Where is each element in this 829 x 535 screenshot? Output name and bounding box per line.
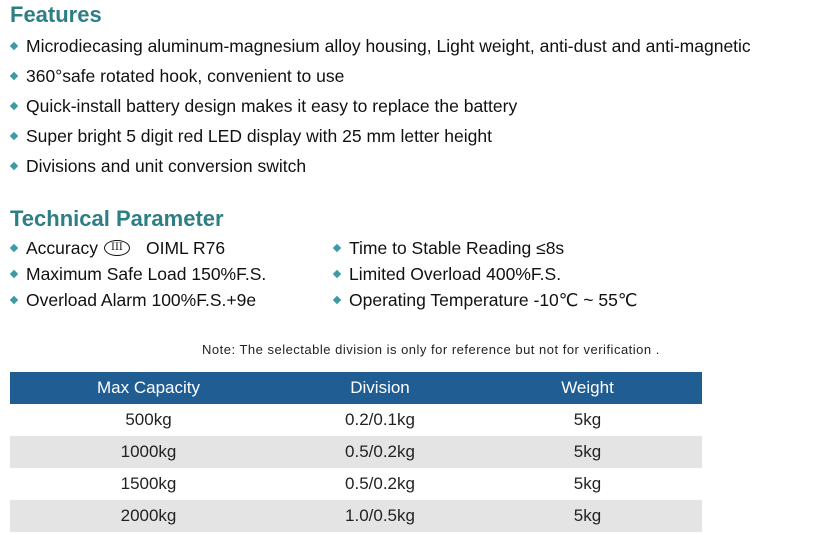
division-cell: 0.5/0.2kg [287, 468, 473, 500]
table-row [10, 500, 702, 532]
diamond-bullet-icon [10, 244, 18, 252]
diamond-bullet-icon [333, 270, 341, 278]
list-item: Divisions and unit conversion switch [11, 151, 751, 181]
list-item: Accuracy III OIML R76 [11, 235, 266, 261]
weight-cell: 5kg [473, 404, 702, 436]
technical-parameter-heading: Technical Parameter [10, 206, 224, 231]
column-header-max-capacity: Max Capacity [10, 372, 287, 404]
table-row [10, 404, 702, 436]
diamond-bullet-icon [10, 270, 18, 278]
list-item: Limited Overload 400%F.S. [334, 261, 638, 287]
list-item: 360°safe rotated hook, convenient to use [11, 61, 751, 91]
list-item: Maximum Safe Load 150%F.S. [11, 261, 266, 287]
table-row [10, 468, 702, 500]
max-capacity-cell: 500kg [10, 404, 287, 436]
features-heading: Features [10, 2, 102, 27]
diamond-bullet-icon [10, 162, 18, 170]
list-item: Quick-install battery design makes it easy to replace the battery [11, 91, 751, 121]
diamond-bullet-icon [10, 102, 18, 110]
capacity-table [10, 372, 702, 532]
column-header-division: Division [287, 372, 473, 404]
technical-parameter-left-list [11, 235, 266, 313]
technical-parameter-right-list [334, 235, 638, 313]
list-item: Super bright 5 digit red LED display with 25 mm letter height [11, 121, 751, 151]
list-item: Overload Alarm 100%F.S.+9e [11, 287, 266, 313]
diamond-bullet-icon [10, 296, 18, 304]
features-list [11, 31, 751, 181]
table-header-row [10, 372, 702, 404]
division-cell: 0.5/0.2kg [287, 436, 473, 468]
diamond-bullet-icon [333, 296, 341, 304]
weight-cell: 5kg [473, 468, 702, 500]
division-cell: 1.0/0.5kg [287, 500, 473, 532]
column-header-weight: Weight [473, 372, 702, 404]
max-capacity-cell: 2000kg [10, 500, 287, 532]
division-cell: 0.2/0.1kg [287, 404, 473, 436]
weight-cell: 5kg [473, 436, 702, 468]
diamond-bullet-icon [10, 72, 18, 80]
diamond-bullet-icon [10, 42, 18, 50]
verification-note: Note: The selectable division is only for reference but not for verification . [202, 342, 660, 357]
diamond-bullet-icon [333, 244, 341, 252]
diamond-bullet-icon [10, 132, 18, 140]
table-row [10, 436, 702, 468]
max-capacity-cell: 1500kg [10, 468, 287, 500]
list-item: Time to Stable Reading ≤8s [334, 235, 638, 261]
weight-cell: 5kg [473, 500, 702, 532]
accuracy-standard: OIML R76 [145, 238, 226, 258]
accuracy-class-badge: III [104, 240, 130, 256]
list-item: Operating Temperature -10℃ ~ 55℃ [334, 287, 638, 313]
list-item: Microdiecasing aluminum-magnesium alloy housing, Light weight, anti-dust and anti-magnetic [11, 31, 751, 61]
max-capacity-cell: 1000kg [10, 436, 287, 468]
